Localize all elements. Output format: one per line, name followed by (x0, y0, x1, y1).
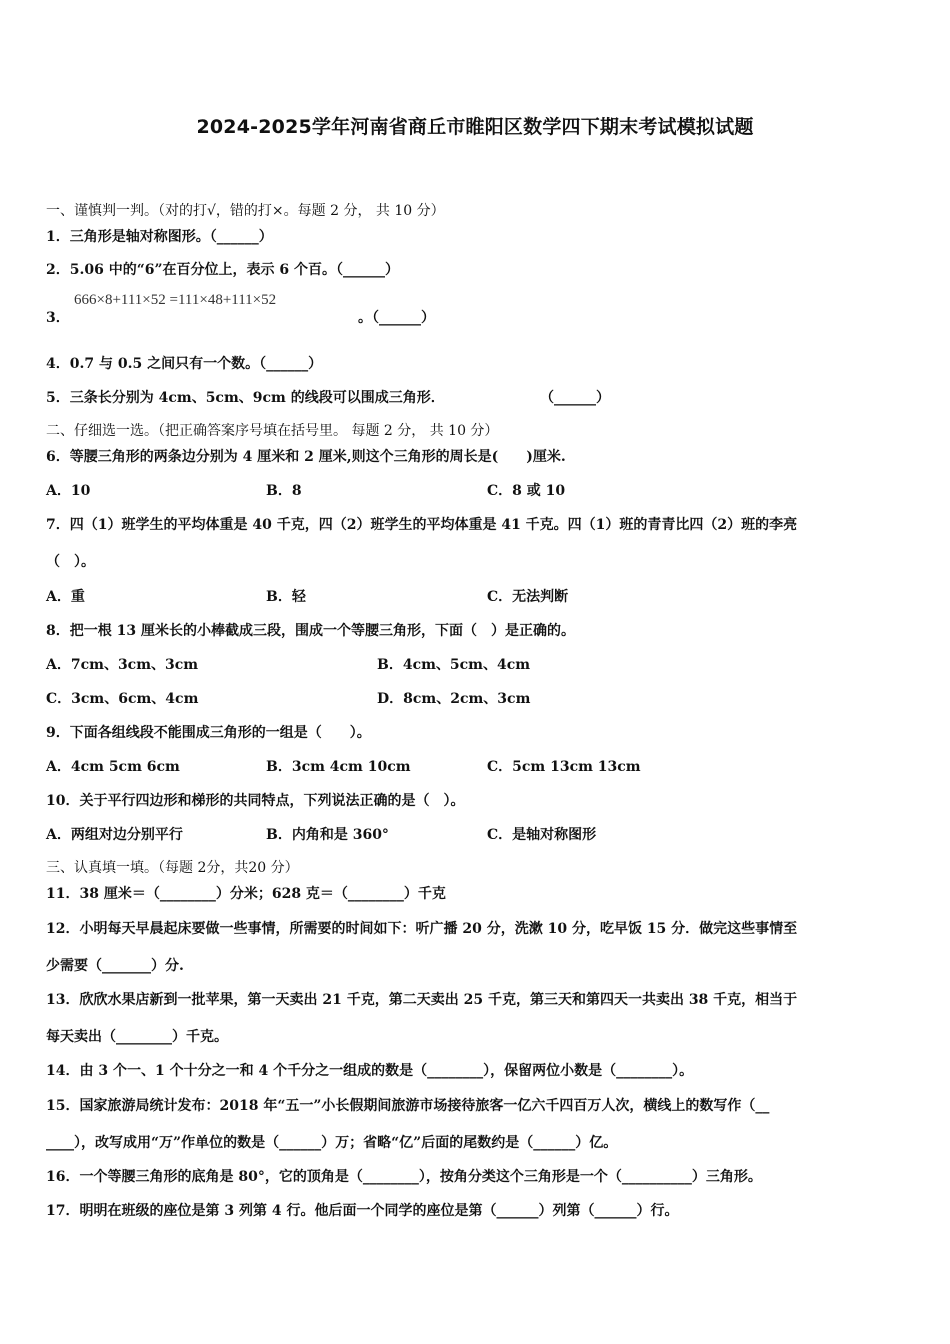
section-1-heading: 一、谨慎判一判。（对的打√，错的打×。每题 2 分， 共 10 分） (46, 203, 445, 219)
question-9-option-c: C．5cm 13cm 13cm (487, 759, 641, 775)
question-9-option-a: A．4cm 5cm 6cm (46, 759, 180, 775)
question-13-line-1: 13．欣欣水果店新到一批苹果，第一天卖出 21 千克，第二天卖出 25 千克，第三天和第四天一共卖出 38 千克，相当于 (46, 992, 798, 1008)
question-10-option-c: C．是轴对称图形 (487, 827, 597, 843)
question-12-line-1: 12．小明每天早晨起床要做一些事情，所需要的时间如下：听广播 20 分，洗漱 10 分，吃早饭 15 分．做完这些事情至 (46, 921, 798, 937)
question-11: 11．38 厘米＝（________）分米；628 克＝（________）千克 (46, 886, 446, 902)
question-7-option-a: A．重 (46, 589, 85, 605)
question-8-option-d: D．8cm、2cm、3cm (377, 691, 531, 707)
question-1: 1．三角形是轴对称图形。（______） (46, 229, 273, 245)
question-13-line-2: 每天卖出（________）千克。 (46, 1029, 228, 1045)
question-15-line-2: ____），改写成用“万”作单位的数是（______）万；省略“亿”后面的尾数约是（______）亿。 (46, 1135, 618, 1151)
question-8: 8．把一根 13 厘米长的小棒截成三段，围成一个等腰三角形，下面（ ）是正确的。 (46, 623, 575, 639)
question-8-option-c: C．3cm、6cm、4cm (46, 691, 199, 707)
question-6: 6．等腰三角形的两条边分别为 4 厘米和 2 厘米,则这个三角形的周长是( )厘米. (46, 449, 566, 465)
question-3-blank: 。（______） (358, 310, 435, 326)
question-10-option-a: A．两组对边分别平行 (46, 827, 183, 843)
question-10: 10．关于平行四边形和梯形的共同特点，下列说法正确的是（ ）。 (46, 793, 465, 809)
question-6-option-c: C．8 或 10 (487, 483, 566, 499)
question-9-option-b: B．3cm 4cm 10cm (266, 759, 411, 775)
question-8-option-a: A．7cm、3cm、3cm (46, 657, 199, 673)
question-16: 16．一个等腰三角形的底角是 80°，它的顶角是（________），按角分类这个三角形是一个（__________）三角形。 (46, 1169, 762, 1185)
question-5: 5．三条长分别为 4cm、5cm、9cm 的线段可以围成三角形． (46, 390, 445, 406)
section-2-heading: 二、仔细选一选。（把正确答案序号填在括号里。 每题 2 分， 共 10 分） (46, 423, 499, 439)
page-title: 2024-2025学年河南省商丘市睢阳区数学四下期末考试模拟试题 (196, 116, 754, 138)
question-7-option-c: C．无法判断 (487, 589, 569, 605)
question-6-option-b: B．8 (266, 483, 302, 499)
question-14: 14．由 3 个一、1 个十分之一和 4 个千分之一组成的数是（________），保留两位小数是（________）。 (46, 1063, 694, 1079)
question-7-line-1: 7．四（1）班学生的平均体重是 40 千克，四（2）班学生的平均体重是 41 千克。四（1）班的青青比四（2）班的李亮 (46, 517, 798, 533)
question-4: 4．0.7 与 0.5 之间只有一个数。（______） (46, 356, 323, 372)
question-10-option-b: B．内角和是 360° (266, 827, 389, 843)
question-9: 9．下面各组线段不能围成三角形的一组是（ ）。 (46, 725, 371, 741)
question-5-blank: （______） (540, 390, 610, 406)
question-7-option-b: B．轻 (266, 589, 306, 605)
question-7-line-2: （ ）。 (46, 554, 95, 570)
question-3-number: 3． (46, 310, 70, 326)
question-17: 17．明明在班级的座位是第 3 列第 4 行。他后面一个同学的座位是第（______）列第（______）行。 (46, 1203, 679, 1219)
question-15-line-1: 15．国家旅游局统计发布：2018 年“五一”小长假期间旅游市场接待旅客一亿六千四百万人次，横线上的数写作（__ (46, 1098, 770, 1114)
question-3-formula: 666×8+111×52 =111×48+111×52 (74, 292, 277, 308)
question-8-option-b: B．4cm、5cm、4cm (377, 657, 531, 673)
section-3-heading: 三、认真填一填。（每题 2分，共20 分） (46, 860, 299, 876)
question-12-line-2: 少需要（_______）分. (46, 958, 184, 974)
question-2: 2．5.06 中的“6”在百分位上，表示 6 个百。（______） (46, 262, 400, 278)
question-6-option-a: A．10 (46, 483, 91, 499)
